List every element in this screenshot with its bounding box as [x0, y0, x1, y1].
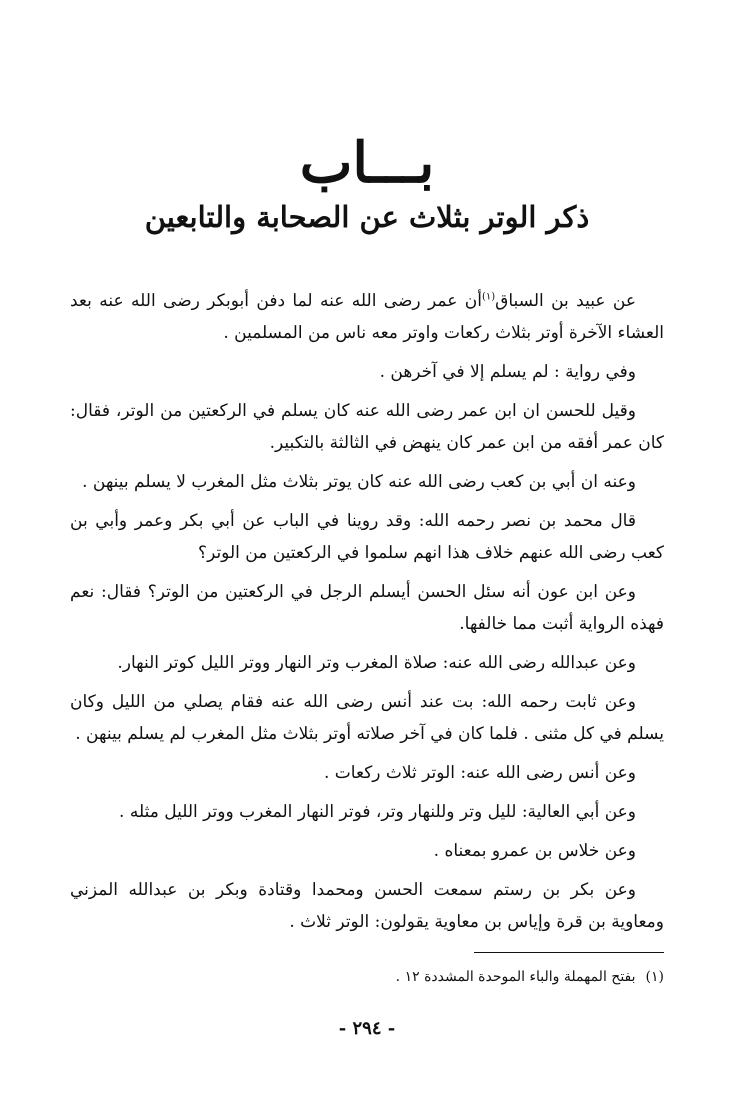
paragraph: وقيل للحسن ان ابن عمر رضى الله عنه كان يسلم في الركعتين من الوتر، فقال: كان عمر أفقه من ابن عمر كان ينهض في الثالثة بالتكبير. — [70, 401, 664, 453]
paragraph: وعن عبدالله رضى الله عنه: صلاة المغرب وتر النهار ووتر الليل كوتر النهار. — [117, 653, 636, 673]
paragraph-text: عن عبيد بن السباق — [495, 291, 636, 311]
paragraph: وعن أنس رضى الله عنه: الوتر ثلاث ركعات . — [324, 763, 636, 783]
chapter-heading: بـــاب — [299, 130, 435, 196]
paragraph: وعن أبي العالية: لليل وتر وللنهار وتر، فوتر النهار المغرب ووتر الليل مثله . — [119, 802, 636, 822]
footnote-divider — [474, 952, 664, 953]
paragraph: قال محمد بن نصر رحمه الله: وقد روينا في الباب عن أبي بكر وعمر وأبي بن كعب رضى الله عنهم خلاف هذا انهم سلموا في الركعتين من الوتر؟ — [70, 511, 664, 563]
paragraph-text: أن عمر رضى الله عنه لما دفن أبوبكر رضى الله عنه بعد العشاء الآخرة أوتر بثلاث ركعات واوتر معه ناس من المسلمين . — [70, 291, 664, 343]
chapter-title: ذكر الوتر بثلاث عن الصحابة والتابعين — [144, 200, 590, 234]
paragraph: وعن بكر بن رستم سمعت الحسن ومحمدا وقتادة وبكر بن عبدالله المزني ومعاوية بن قرة وإياس بن معاوية يقولون: الوتر ثلاث . — [70, 880, 664, 932]
footnote-reference: (١) — [481, 291, 496, 303]
body-text — [70, 285, 664, 945]
footnote — [70, 965, 664, 989]
paragraph: وعن ثابت رحمه الله: بت عند أنس رضى الله عنه فقام يصلي من الليل وكان يسلم في كل مثنى . فلما كان في آخر صلاته أوتر بثلاث مثل المغرب لم يسلم بينهن . — [70, 692, 664, 744]
paragraph — [70, 285, 664, 349]
paragraph: وعنه ان أبي بن كعب رضى الله عنه كان يوتر بثلاث مثل المغرب لا يسلم بينهن . — [82, 472, 636, 492]
footnote-number: (١) — [645, 969, 664, 985]
page-number: - ٢٩٤ - — [338, 1018, 396, 1039]
paragraph: وفي رواية : لم يسلم إلا في آخرهن . — [379, 362, 636, 382]
paragraph: وعن خلاس بن عمرو بمعناه . — [433, 841, 636, 861]
paragraph: وعن ابن عون أنه سئل الحسن أيسلم الرجل في الركعتين من الوتر؟ فقال: نعم فهذه الرواية أثبت مما خالفها. — [70, 582, 664, 634]
footnote-text: بفتح المهملة والباء الموحدة المشددة ١٢ . — [395, 969, 636, 985]
